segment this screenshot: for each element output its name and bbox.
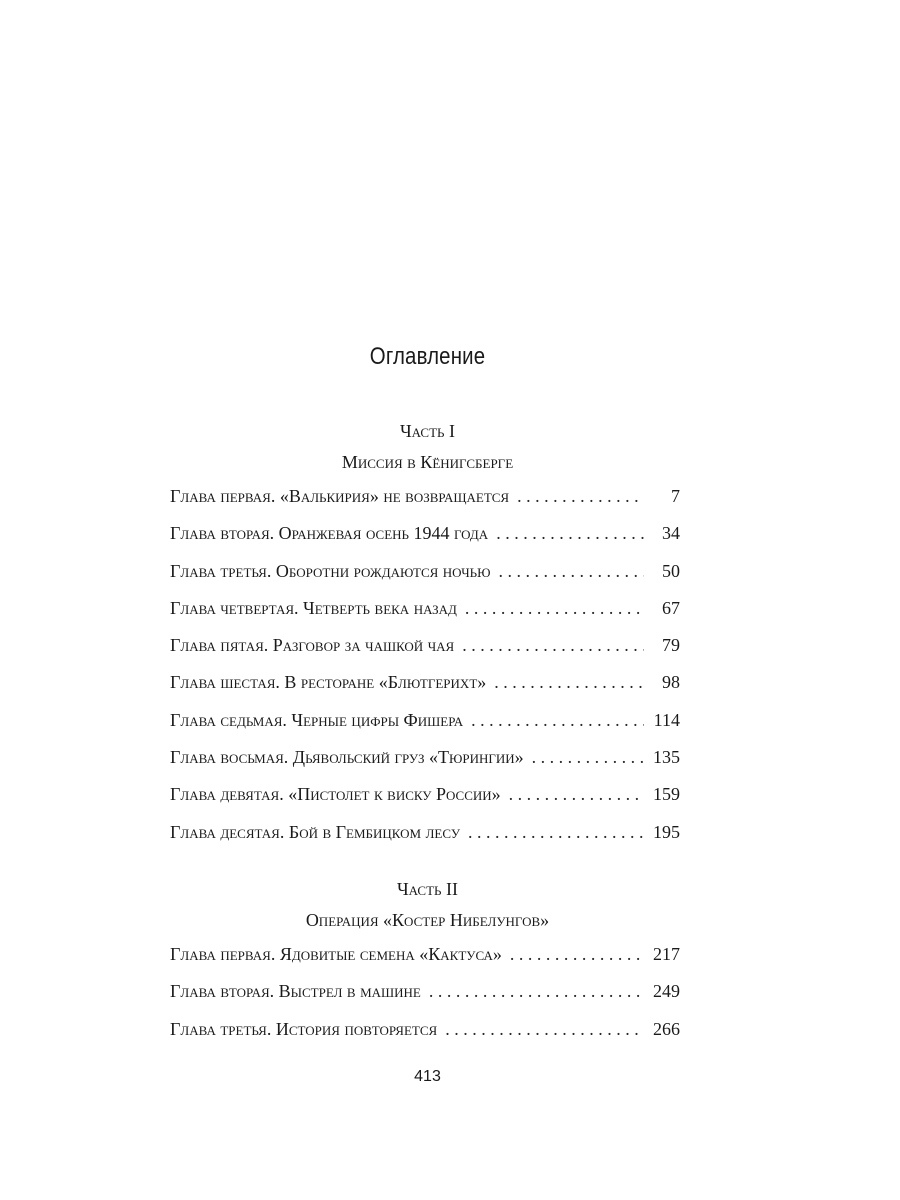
toc-entry[interactable] — [170, 784, 680, 821]
chapter-title: Глава первая. Ядовитые семена «Кактуса» — [170, 944, 502, 964]
toc-entry[interactable] — [170, 598, 680, 635]
page-number: 50 — [662, 560, 680, 581]
chapter-title: Глава восьмая. Дьявольский груз «Тюрингии» — [170, 747, 524, 768]
toc-entry[interactable] — [170, 635, 680, 672]
page-number: 266 — [653, 1018, 680, 1039]
chapter-title: Глава первая. «Валькирия» не возвращается — [170, 486, 510, 506]
toc-entry[interactable] — [170, 981, 680, 1018]
page-number: 98 — [662, 672, 680, 693]
page-number: 114 — [653, 709, 680, 730]
page-number: 249 — [653, 981, 680, 1002]
page-number: 34 — [662, 523, 680, 544]
page-number: 135 — [653, 747, 680, 768]
dot-leader — [465, 598, 644, 619]
dot-leader — [468, 822, 644, 843]
page-number: 217 — [653, 944, 680, 964]
toc-entry[interactable] — [170, 561, 680, 598]
chapter-title: Глава вторая. Оранжевая осень 1944 года — [170, 523, 489, 544]
dot-leader — [496, 523, 644, 544]
page-number: 79 — [662, 635, 680, 656]
toc-entry[interactable] — [170, 822, 680, 859]
part-label: Часть II — [396, 879, 458, 899]
page-number-footer: 413 — [414, 1068, 441, 1085]
part-subtitle: Миссия в Кёнигсберге — [341, 452, 514, 472]
dot-leader — [462, 635, 644, 656]
chapter-title: Глава пятая. Разговор за чашкой чая — [170, 635, 455, 656]
chapter-title: Глава десятая. Бой в Гембицком лесу — [170, 821, 461, 842]
chapter-title: Глава шестая. В ресторане «Блютгерихт» — [170, 672, 487, 693]
chapter-title: Глава вторая. Выстрел в машине — [170, 981, 421, 1002]
page-number: 7 — [671, 486, 680, 506]
toc-entry[interactable] — [170, 523, 680, 560]
toc-entry[interactable] — [170, 486, 680, 523]
toc-entry[interactable] — [170, 944, 680, 981]
toc-entry[interactable] — [170, 1019, 680, 1056]
part-subtitle: Операция «Костер Нибелунгов» — [305, 910, 550, 930]
dot-leader — [517, 486, 644, 507]
part-heading-2 — [0, 876, 855, 933]
dot-leader — [494, 672, 644, 693]
page-number: 195 — [653, 821, 680, 842]
dot-leader — [509, 784, 644, 805]
chapter-title: Глава девятая. «Пистолет к виску России» — [170, 784, 501, 805]
dot-leader — [510, 944, 644, 965]
chapter-title: Глава третья. Оборотни рождаются ночью — [170, 560, 491, 581]
dot-leader — [445, 1019, 644, 1040]
dot-leader — [471, 710, 644, 731]
toc-entry[interactable] — [170, 672, 680, 709]
dot-leader — [499, 561, 644, 582]
toc-entry[interactable] — [170, 710, 680, 747]
dot-leader — [532, 747, 644, 768]
page-number: 159 — [653, 784, 680, 805]
page-title: Оглавление — [369, 343, 486, 370]
part-heading-1 — [0, 418, 855, 475]
page-number: 67 — [662, 597, 680, 618]
toc-entry[interactable] — [170, 747, 680, 784]
part-label: Часть I — [399, 421, 455, 441]
chapter-title: Глава седьмая. Черные цифры Фишера — [170, 709, 464, 730]
dot-leader — [429, 981, 644, 1002]
chapter-title: Глава третья. История повторяется — [170, 1018, 438, 1039]
toc-list-part-2 — [170, 944, 680, 1056]
chapter-title: Глава четвертая. Четверть века назад — [170, 597, 457, 618]
toc-list-part-1 — [170, 486, 680, 859]
